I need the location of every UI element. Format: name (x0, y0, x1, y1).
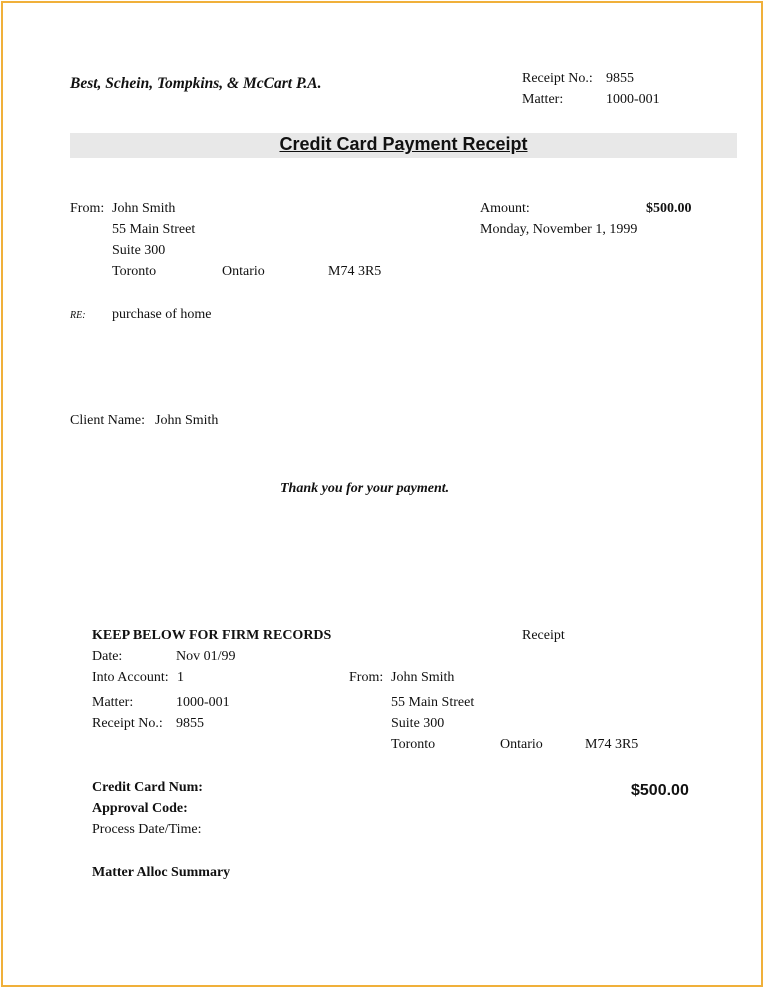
receipt-no-label: Receipt No.: (522, 71, 593, 86)
re-text: purchase of home (112, 307, 212, 322)
records-heading: KEEP BELOW FOR FIRM RECORDS (92, 628, 332, 643)
records-payer-name: John Smith (391, 670, 455, 685)
payer-name: John Smith (112, 201, 176, 216)
thank-you-message: Thank you for your payment. (280, 481, 450, 496)
matter-value: 1000-001 (606, 92, 660, 107)
records-payer-province: Ontario (500, 737, 543, 752)
matter-label: Matter: (522, 92, 564, 107)
records-receipt-no-label: Receipt No.: (92, 716, 163, 731)
payer-postal: M74 3R5 (328, 264, 382, 279)
records-payer-street: 55 Main Street (391, 695, 475, 710)
firm-name: Best, Schein, Tompkins, & McCart P.A. (70, 75, 322, 92)
records-receipt-no-value: 9855 (176, 716, 204, 731)
records-payer-suite: Suite 300 (391, 716, 445, 731)
records-payer-city: Toronto (391, 737, 436, 752)
payer-suite: Suite 300 (112, 243, 166, 258)
payer-city: Toronto (112, 264, 157, 279)
payment-date: Monday, November 1, 1999 (480, 222, 638, 237)
records-date-label: Date: (92, 649, 123, 664)
re-label: RE: (70, 310, 86, 321)
page-title: Credit Card Payment Receipt (279, 134, 528, 154)
records-payer-postal: M74 3R5 (585, 737, 639, 752)
records-date-value: Nov 01/99 (176, 649, 236, 664)
records-account-value: 1 (177, 670, 184, 685)
amount-value: $500.00 (646, 201, 692, 216)
amount-label: Amount: (480, 201, 530, 216)
from-label: From: (70, 201, 105, 216)
client-name-value: John Smith (155, 413, 219, 428)
matter-alloc-summary-label: Matter Alloc Summary (92, 865, 231, 880)
process-datetime-label: Process Date/Time: (92, 822, 202, 837)
payer-province: Ontario (222, 264, 265, 279)
title-band (70, 133, 737, 158)
receipt-no-value: 9855 (606, 71, 634, 86)
records-matter-value: 1000-001 (176, 695, 230, 710)
credit-card-num-label: Credit Card Num: (92, 780, 203, 795)
client-name-label: Client Name: (70, 413, 146, 428)
records-account-label: Into Account: (92, 670, 169, 685)
records-matter-label: Matter: (92, 695, 134, 710)
records-amount-value: $500.00 (631, 782, 689, 799)
records-receipt-label: Receipt (522, 628, 565, 643)
records-from-label: From: (349, 670, 384, 685)
approval-code-label: Approval Code: (92, 801, 188, 816)
payer-street: 55 Main Street (112, 222, 196, 237)
